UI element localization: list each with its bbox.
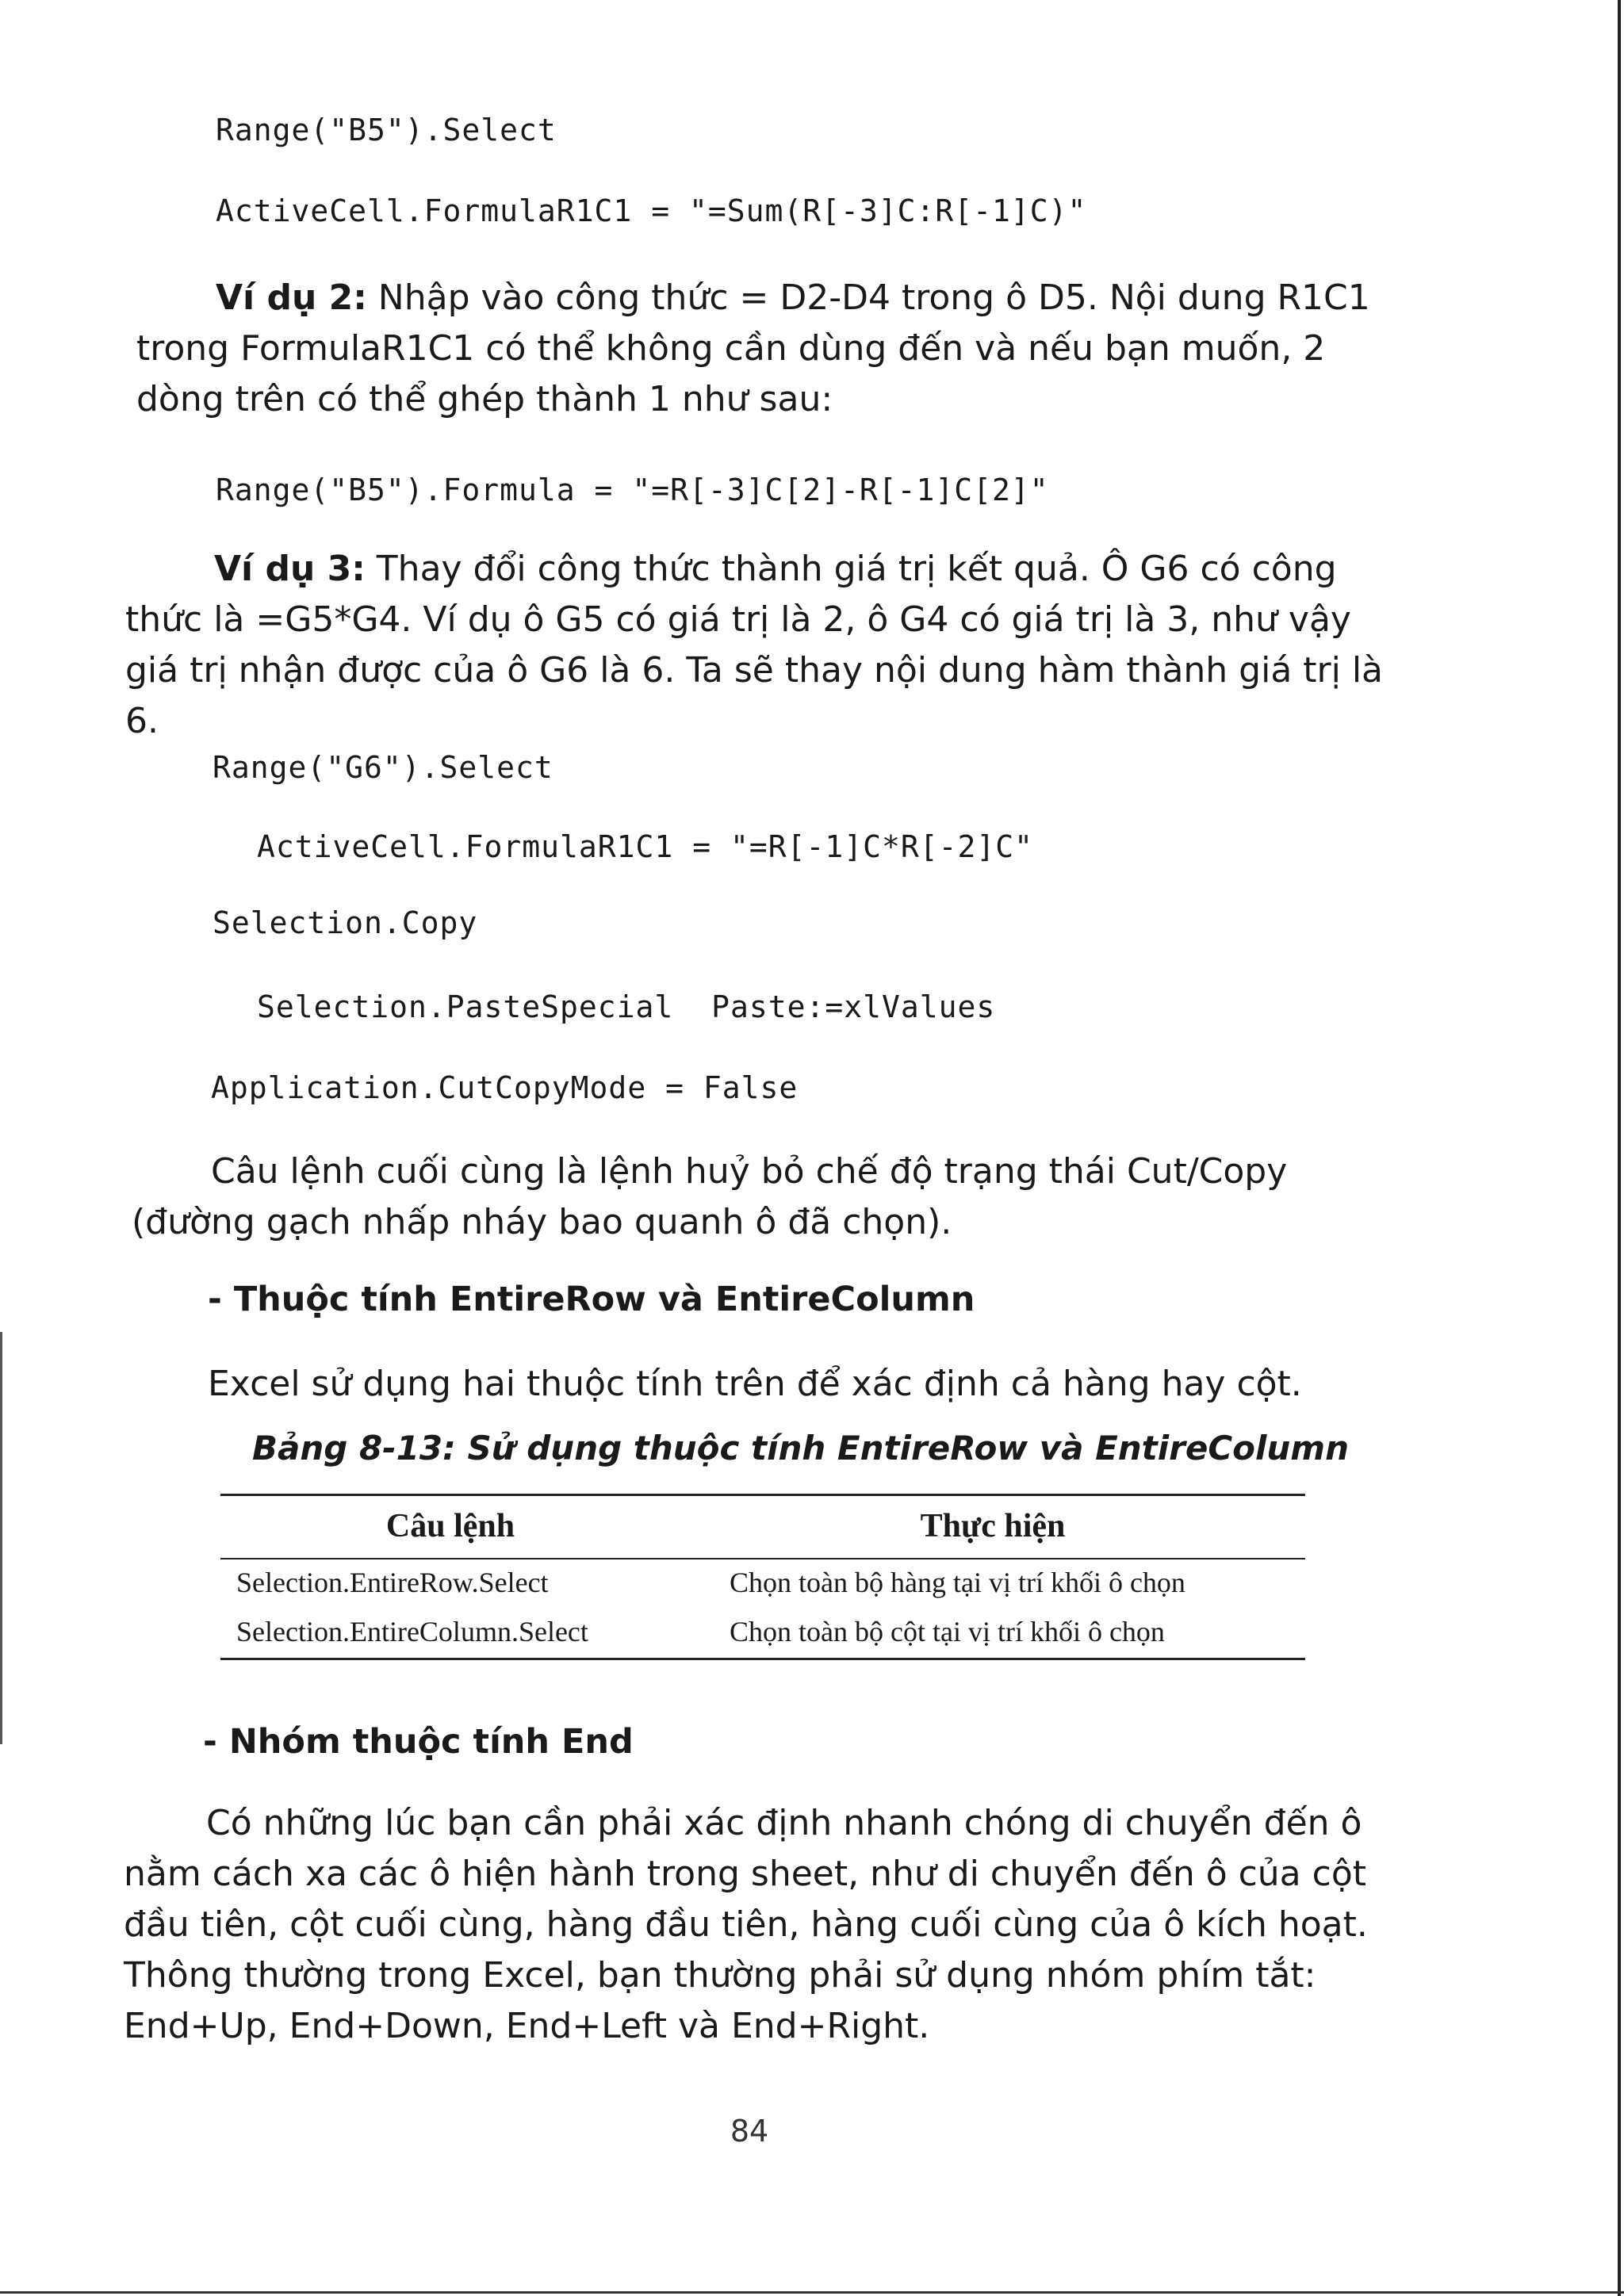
commands-table — [220, 1494, 1305, 1660]
table-cell: Selection.EntireRow.Select — [236, 1567, 549, 1598]
last-statement-paragraph: Câu lệnh cuối cùng là lệnh huỷ bỏ chế độ trạng thái Cut/Copy (đường gạch nhấp nháy bao quanh ô đã chọn). — [132, 1151, 1288, 1242]
section-heading-entire: - Thuộc tính EntireRow và EntireColumn — [208, 1280, 975, 1319]
column-header: Câu lệnh — [385, 1508, 515, 1544]
table-cell: Chọn toàn bộ hàng tại vị trí khối ô chọn — [730, 1567, 1185, 1598]
table-cell: Chọn toàn bộ cột tại vị trí khối ô chọn — [730, 1616, 1165, 1647]
section-heading-end: - Nhóm thuộc tính End — [203, 1722, 634, 1762]
code-line: ActiveCell.FormulaR1C1 = "=R[-1]C*R[-2]C" — [257, 829, 1033, 864]
table-row — [220, 1609, 1305, 1659]
scan-edge-left — [0, 1332, 2, 1744]
entire-description: Excel sử dụng hai thuộc tính trên để xác định cả hàng hay cột. — [208, 1364, 1302, 1404]
code-line: Application.CutCopyMode = False — [211, 1070, 799, 1105]
example-2-paragraph — [136, 273, 1421, 425]
table-row — [220, 1559, 1305, 1609]
end-paragraph: Có những lúc bạn cần phải xác định nhanh chóng di chuyển đến ô nằm cách xa các ô hiện hành trong sheet, như di chuyển đến ô của cột đầu tiên, cột cuối cùng, hàng đầu tiên, hàng cuối cùng của ô kích hoạt. Thông thường trong Excel, bạn thường phải sử dụng nhóm phím tắt: End+Up, End+Down, End+Left và End+Right. — [124, 1803, 1368, 2046]
example-2-label: Ví dụ 2: — [216, 277, 367, 318]
example-3-text: Thay đổi công thức thành giá trị kết quả. Ô G6 có công thức là =G5*G4. Ví dụ ô G5 có giá trị là 2, ô G4 có giá trị là 3, như vậy giá trị nhận được của ô G6 là 6. Ta sẽ thay nội dung hàm thành giá trị là 6. — [125, 549, 1384, 741]
code-line: Range("G6").Select — [213, 750, 553, 785]
scan-edge-bottom — [0, 2291, 1624, 2294]
table-caption: Bảng 8-13: Sử dụng thuộc tính EntireRow và EntireColumn — [252, 1429, 1349, 1468]
code-line: Range("B5").Select — [216, 113, 557, 147]
example-3-label: Ví dụ 3: — [214, 549, 366, 589]
table-header-row — [220, 1495, 1305, 1559]
code-line: Selection.Copy — [213, 905, 478, 940]
code-line: Selection.PasteSpecial Paste:=xlValues — [257, 989, 996, 1024]
code-line: ActiveCell.FormulaR1C1 = "=Sum(R[-3]C:R[-1]C)" — [216, 193, 1087, 228]
table-cell: Selection.EntireColumn.Select — [236, 1616, 588, 1647]
scan-edge-right — [1618, 0, 1621, 2296]
example-3-paragraph — [125, 544, 1410, 747]
column-header: Thực hiện — [920, 1508, 1066, 1544]
code-line: Range("B5").Formula = "=R[-3]C[2]-R[-1]C[2]" — [216, 473, 1049, 507]
example-2-text: Nhập vào công thức = D2-D4 trong ô D5. Nội dung R1C1 trong FormulaR1C1 có thể không cần dùng đến và nếu bạn muốn, 2 dòng trên có thể ghép thành 1 như sau: — [136, 277, 1370, 419]
page-number: 84 — [730, 2114, 769, 2149]
